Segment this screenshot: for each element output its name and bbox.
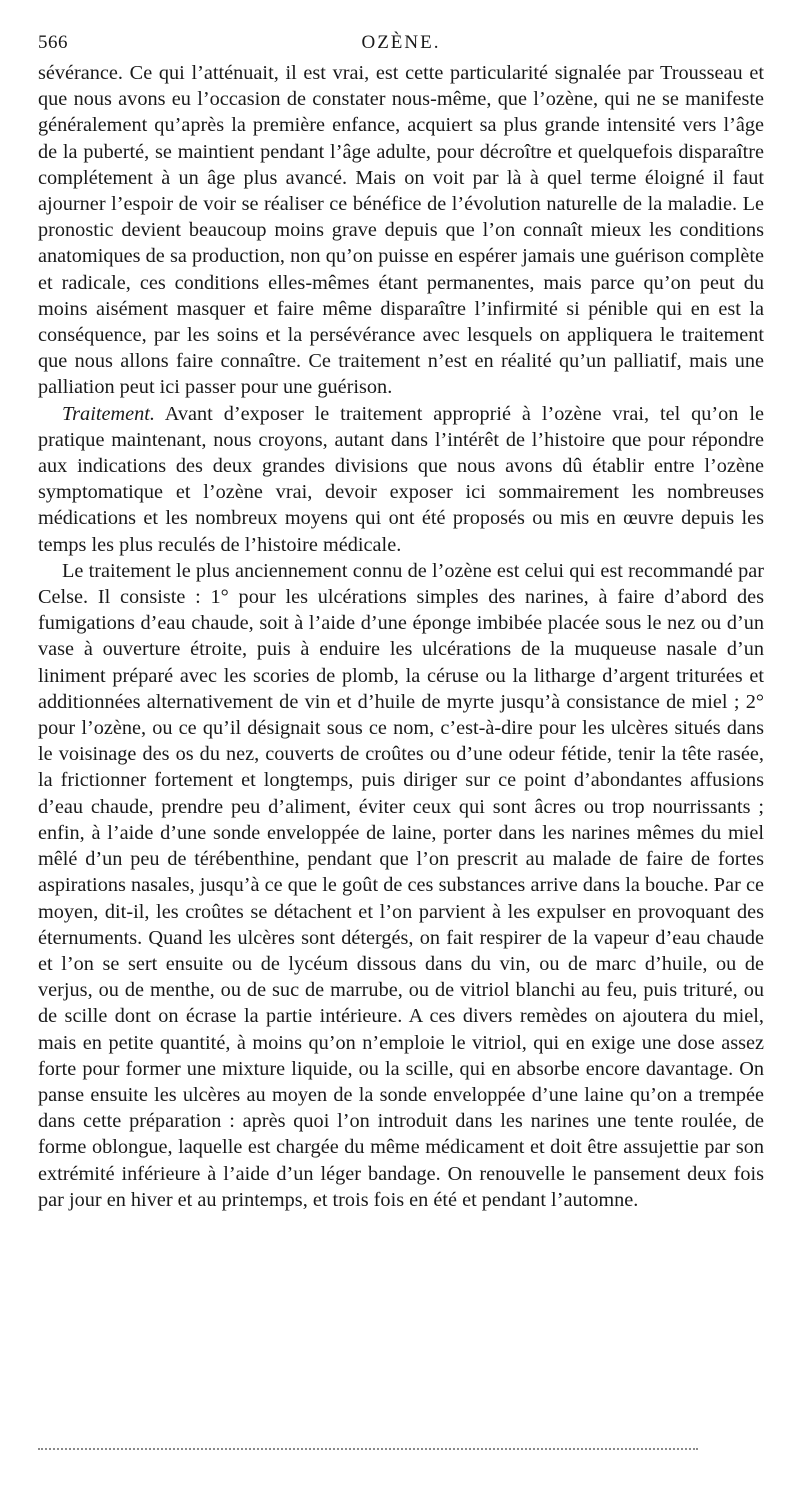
section-title-traitement: Traitement. bbox=[62, 402, 155, 425]
paragraph-traitement bbox=[38, 401, 764, 558]
page bbox=[38, 30, 764, 1213]
page-header bbox=[38, 30, 764, 60]
page-number: 566 bbox=[38, 32, 68, 53]
paragraph-traitement-text: Avant d’exposer le traitement approprié à l’ozène vrai, tel qu’on le pratique maintenant, nous croyons, autant dans l’intérêt de l’histoire que pour répondre aux indications des deux grandes divisions que nous avons dû établir entre l’ozène symptomatique et l’ozène vrai, devoir exposer ici sommairement les nombreuses médications et les nombreux moyens qui ont été proposés ou mis en œuvre depuis les temps les plus reculés de l’histoire médicale. bbox=[38, 402, 764, 556]
paragraph-continuation: sévérance. Ce qui l’atténuait, il est vrai, est cette particularité signalée par Trousseau et que nous avons eu l’occasion de constater nous-même, que l’ozène, qui ne se manifeste généralement qu’après la première enfance, acquiert sa plus grande intensité vers l’âge de la puberté, se maintient pendant l’âge adulte, pour décroître et quelquefois disparaître complétement à un âge plus avancé. Mais on voit par là à quel terme éloigné il faut ajourner l’espoir de voir se réaliser ce bénéfice de l’évolution naturelle de la maladie. Le pronostic devient beaucoup moins grave depuis que l’on connaît mieux les conditions anatomiques de sa production, non qu’on puisse en espérer jamais une guérison complète et radicale, ces conditions elles-mêmes étant permanentes, mais parce qu’on peut du moins aisément masquer et faire même disparaître l’infirmité si pénible qui en est la conséquence, par les soins et la persévérance avec lesquels on appliquera le traitement que nous allons faire connaître. Ce traitement n’est en réalité qu’un palliatif, mais une palliation peut ici passer pour une guérison. bbox=[38, 62, 764, 399]
footer-dotted-rule bbox=[38, 1448, 698, 1452]
body-text bbox=[38, 60, 764, 1213]
running-title: OZÈNE. bbox=[361, 32, 441, 53]
paragraph-celse: Le traitement le plus anciennement connu de l’ozène est celui qui est recommandé par Celse. Il consiste : 1° pour les ulcérations simples des narines, à faire d’abord des fumigations d’eau chaude, soit à l’aide d’une éponge imbibée placée sous le nez ou d’un vase à ouverture étroite, puis à enduire les ulcérations de la muqueuse nasale d’un liniment préparé avec les scories de plomb, la céruse ou la litharge d’argent triturées et additionnées alternativement de vin et d’huile de myrte jusqu’à consistance de miel ; 2° pour l’ozène, ou ce qu’il désignait sous ce nom, c’est-à-dire pour les ulcères situés dans le voisinage des os du nez, couverts de croûtes ou d’une odeur fétide, tenir la tête rasée, la frictionner fortement et longtemps, puis diriger sur ce point d’abondantes affusions d’eau chaude, prendre peu d’aliment, éviter ceux qui sont âcres ou trop nourrissants ; enfin, à l’aide d’une sonde enveloppée de laine, porter dans les narines mêmes du miel mêlé d’un peu de térébenthine, pendant que l’on prescrit au malade de faire de fortes aspirations nasales, jusqu’à ce que le goût de ces substances arrive dans la bouche. Par ce moyen, dit-il, les croûtes se détachent et l’on parvient à les expulser en provoquant des éternuments. Quand les ulcères sont détergés, on fait respirer de la vapeur d’eau chaude et l’on se sert ensuite ou de lycéum dissous dans du vin, ou de marc d’huile, ou de verjus, ou de menthe, ou de suc de marrube, ou de vitriol blanchi au feu, puis trituré, ou de scille dont on écrase la partie intérieure. A ces divers remèdes on ajoutera du miel, mais en petite quantité, à moins qu’on n’emploie le vitriol, qui en exige une dose assez forte pour former une mixture liquide, ou la scille, qui en absorbe encore davantage. On panse ensuite les ulcères au moyen de la sonde enveloppée d’une laine qu’on a trempée dans cette préparation : après quoi l’on introduit dans les narines une tente roulée, de forme oblongue, laquelle est chargée du même médicament et doit être assujettie par son extrémité inférieure à l’aide d’un léger bandage. On renouvelle le pansement deux fois par jour en hiver et au printemps, et trois fois en été et pendant l’automne. bbox=[38, 559, 764, 1211]
